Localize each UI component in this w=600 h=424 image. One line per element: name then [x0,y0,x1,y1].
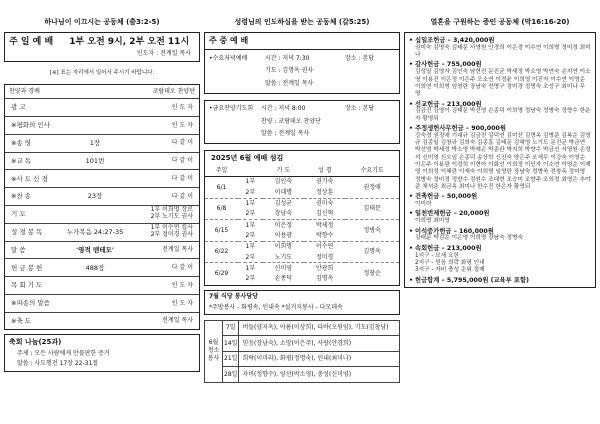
schedule-prayer: 이용광 [274,231,293,239]
order-item [5,241,199,259]
order-label: ※평화의 인사 [11,121,50,130]
schedule-part: 2부 [245,253,256,261]
cleaning-groups: 자비(정향수), 양선(박소영), 충성(신미영) [239,367,400,383]
column-title-3: 열혼을 구원하는 증인 공동체 (막16:16-20) [430,18,570,26]
offering-category-label: 이석증가헌금 – 160,000원 [415,227,494,235]
order-leader: 다 같 이 [171,174,193,182]
order-item [5,258,199,276]
offering-item [409,37,591,59]
schedule-prayer: 이희명 [263,241,304,252]
friday-worship-box [204,100,400,145]
offering-item [409,277,591,285]
wed-place: 장소 : 본당 [345,54,375,62]
offering-category-label: 속회헌금 – 213,000원 [415,244,482,252]
fri-place: 장소 : 본당 [345,105,375,112]
schedule-prayer: 김인숙 [274,178,293,186]
offering-category [409,245,591,253]
wed-time: 시간 : 저녁 7:30 [265,54,310,62]
schedule-date: 6/22 [205,241,238,263]
schedule-date: 6/29 [205,263,238,285]
order-label: 목 회 기 도 [11,281,43,290]
order-leader [129,225,199,239]
order-label: ※사 도 신 경 [11,174,48,183]
schedule-prayer: 이은정 [263,220,304,231]
fri-word: 말씀 : 전계일 목사 [261,130,310,137]
offering-names: 김태문 박김순 이은영 이희명 장남숙 정병숙 [415,235,523,242]
order-leader: 다 같 이 [171,157,193,165]
fellowship-theme: 주제 : 모든 사람에게 만물판한 증거 [17,350,110,358]
fellowship-box [4,334,200,372]
cleaning-day: 21일 [223,351,239,367]
schedule-wednesday: 정병숙 [345,220,399,242]
cleaning-lead-text: 봉사 [207,354,220,362]
offering-category-label: 일천번제헌금 – 20,000원 [415,210,490,218]
fri-time: 시간 : 저녁 8:00 [261,105,306,112]
cleaning-row [205,336,400,352]
bullet-icon: • [409,227,414,235]
schedule-part: 2부 [245,210,256,218]
fri-praise: 찬양 : 코람데오 찬양단 [261,117,321,125]
wed-prayer: 기도 : 김명옥 권사 [265,67,314,74]
order-label: ※축 도 [11,317,32,326]
order-content: 101번 [85,156,105,165]
order-leader-2: 2부 정미경 권사 [150,231,193,239]
schedule-prayer: 신미영 [263,263,304,274]
service-label: 주 일 예 배 [9,37,54,47]
schedule-bible: 김신혁 [315,210,334,218]
schedule-wednesday: 김명옥 [345,241,399,263]
schedule-title: 2025년 6월 예배 섬김 [211,154,284,162]
schedule-part: 1부 [238,241,263,252]
order-label: 헌 금 봉 헌 [11,263,43,272]
order-content: 23장 [87,192,103,201]
schedule-date: 6/8 [205,198,238,220]
schedule-prayer: 노기도 [274,253,293,261]
schedule-bible: 안광희 [304,263,345,274]
fri-row [207,103,397,116]
cleaning-lead-text: 6월 [208,339,219,347]
bullet-icon: • [409,61,414,69]
offering-category [409,125,591,133]
order-leader: 다 같 이 [171,192,193,200]
schedule-part: 1부 [238,198,263,209]
schedule-part: 2부 [245,231,256,239]
order-leader: 전계일 목사 [162,246,193,254]
schedule-header: 성 경 [304,166,345,177]
wed-row [207,52,397,65]
fellowship-title: 축회 나눔(25과) [9,338,62,347]
schedule-wednesday: 김태문 [345,198,399,220]
bullet-icon: • [409,193,414,201]
offering-names: 이희명 최미영 [415,218,450,225]
order-leader: 인 도 자 [171,281,193,289]
order-leader: 인 도 자 [171,121,193,129]
schedule-prayer: 손종덕 [274,275,293,283]
order-leader: 전계일 목사 [162,317,193,325]
schedule-box [204,150,400,286]
order-item [5,134,199,152]
schedule-prayer: 김성균 [263,198,304,209]
schedule-row [205,198,399,209]
wed-name: •수요저녁예배 [209,54,248,62]
bullet-icon: • [409,277,414,285]
cleaning-groups: 믿음(장남숙), 소망(이은주), 사랑(안경희) [239,336,400,352]
schedule-bible: 권기숙 [315,178,334,186]
offering-names: 권미숙 김명숙 김태문 서영원 안경희 이은경 이수연 이희명 정미경 최미나 [415,44,591,59]
order-item [5,98,199,116]
offering-item [409,193,591,208]
schedule-header: 수요기도 [345,166,399,177]
weekday-column [204,0,400,424]
order-item [5,223,199,241]
cleaning-lead-text: 청소 [207,347,220,355]
meal-title: 7월 식당 봉사담당 [209,292,258,300]
schedule-table [205,166,399,285]
schedule-bible: 박향수 [315,231,334,239]
order-leader-1: 1부 이희명 장로 [150,206,193,214]
worship-order-column [4,0,200,424]
schedule-wednesday: 정창순 [345,263,399,285]
order-item [5,152,199,170]
praise-label: 찬양과 경배 [9,87,40,95]
schedule-row [205,177,399,188]
schedule-row [205,220,399,231]
offering-names: 김성일 김영자 김인숙 남현진 문진균 박세정 박소영 박연숙 손지연 이소영 이용진 이은정 이은주 오소연 이정윤 이희영 이진자 이수연 이영순 이희연 이희명 임영란 장남숙 전명구 정미경 정명숙 조성구 최미나 무 명 [415,69,591,98]
cleaning-row [205,320,400,336]
order-label: 말 씀 [11,245,26,254]
order-label: ※송 영 [11,139,32,148]
weekday-worship-box [204,32,400,94]
cleaning-row [205,351,400,367]
schedule-header: 기 도 [263,166,304,177]
order-list [5,98,199,329]
bullet-icon: • [409,100,414,108]
cleaning-table [204,320,400,383]
offering-item [409,245,591,275]
sunday-service-header [5,33,199,50]
schedule-row [205,263,399,274]
order-leader-1: 1부 이수연 집사 [150,224,193,232]
schedule-date: 6/15 [205,220,238,242]
schedule-row [205,241,399,252]
offering-item [409,61,591,98]
offering-category-label: 건축헌금 – 50,000원 [415,193,478,201]
order-label: 기 도 [11,210,26,219]
cleaning-row [205,367,400,383]
order-leader: 인 도 자 [171,299,193,307]
schedule-part: 2부 [245,275,256,283]
cleaning-groups: 버들(양지옥), 아름(이상희), 다바(오원임), 기도(김창남) [239,320,400,336]
offering-names: 김금진 김영이 김태문 박선영 손종덕 이희명 정남숙 정병숙 정향수 한운자 황영되 [415,108,591,122]
offering-category-label: 십일조헌금 – 3,420,000원 [415,37,495,44]
order-label: ※찬 송 [11,192,32,201]
bullet-icon: • [409,124,414,132]
order-item [5,276,199,294]
offering-category-label: 주정생헌사무헌금 – 900,000원 [415,124,506,132]
offering-names: 강숙경 권정애 기대규 김금진 김덕연 김미선 김명옥 김병준 김복순 김영규 김종일 김창규 김희숙 김종흠 김태문 김혜영 노기도 문진균 박금연 박선영 박세정 박소영 박예곤 박준완 박지희 박향수 박금선 서영원 손정석 신미영 신오임 손종덕 송상학 신진숙 양은주 오세무 이강숙 이영순 이은주 이용광 이정희 이현아 이화선 이희정 이인자 이소연 이영순 이재영 이희정 이혜란 이재숙 이희명 임영란 장남숙 정병욱 전창옥 정미영 정병숙 정미경 정향수 정원수 조대현 조승미 조향주 조희정 최영은 추야준 채석준 최금옥 최미나 한수진 한은자 황영되 [415,132,591,190]
bullet-icon: • [409,210,414,218]
offering-category [409,193,591,201]
weekday-section-title: 주 중 예 배 [209,36,249,45]
wed-word: 말씀 : 전계일 목사 [265,79,314,87]
offering-names: 이미라 [415,201,432,208]
offering-box [404,32,596,288]
schedule-part: 1부 [238,220,263,231]
order-item [5,312,199,330]
offering-category-label: 선교헌금 – 213,000원 [415,100,482,108]
offering-column [404,0,596,424]
schedule-prayer: 장남숙 [274,210,293,218]
order-leader-2: 2부 노기도 권사 [150,213,193,221]
service-leader: 인도자 : 전계일 목사 [136,50,191,58]
order-item [5,116,199,134]
schedule-bible: 김명옥 [315,275,334,283]
order-leader: 인 도 자 [171,103,193,111]
offering-category [409,37,591,45]
order-content: 488장 [85,263,105,272]
cleaning-day: 7일 [223,320,239,336]
schedule-bible: 박세정 [304,220,345,231]
offering-category [409,277,591,285]
column-title-1: 하나님이 이끄시는 공동체 (출3:2-5) [44,18,160,26]
cleaning-groups: 희락(이미라), 화평(정명숙), 인내(최미나) [239,351,400,367]
schedule-header [238,166,263,177]
bullet-icon: • [409,37,414,44]
offering-names: 1지구 - 모세 요한 2지구 - 믿음 희락 화평 인내 3지구 - 자비 충성 순위 절제 [415,252,485,274]
offering-item [409,125,591,191]
offering-category-label: 감사헌금 – 755,000원 [415,61,482,69]
cleaning-day: 14일 [223,336,239,352]
praise-row [5,85,199,99]
order-leader: 다 같 이 [171,263,193,271]
offering-category-label: 헌금합계 – 5,795,000원 (교육부 포함) [415,277,529,285]
fri-name: •금요찬양기도회 [209,105,254,112]
fellowship-word: 말씀 : 사도행전 17장 22-31절 [17,359,99,367]
schedule-prayer: 이대명 [274,188,293,196]
order-leader [129,207,199,221]
offering-item [409,101,591,123]
meal-box [204,290,400,315]
order-content: '영적 맨테모' [76,245,114,254]
order-of-worship [4,84,200,331]
order-item [5,294,199,312]
order-label: 광 고 [11,103,26,112]
schedule-part: 1부 [238,263,263,274]
order-label: ※파송의 말씀 [11,299,50,308]
order-item [5,169,199,187]
order-content: 누가복음 24:27-35 [66,228,124,237]
schedule-wednesday: 권정애 [363,183,381,191]
schedule-bible: 권미숙 [304,198,345,209]
order-content: 1장 [89,139,101,148]
offering-item [409,228,591,243]
offering-item [409,210,591,225]
column-title-2: 성령님의 인도하심을 받는 공동체 (갈5:25) [234,18,370,26]
schedule-bible: 이수연 [304,241,345,252]
schedule-part: 1부 [245,178,256,186]
order-item [5,205,199,223]
sunday-service-box [4,32,200,62]
order-item [5,187,199,205]
schedule-header: 주일 [205,166,238,177]
order-label: 성 경 봉 독 [11,228,43,237]
service-time: 1부 오전 9시, 2부 오전 11시 [69,37,190,47]
schedule-bible: 정상훈 [315,188,334,196]
order-label: ※교 독 [11,156,32,165]
praise-team: 코람데오 찬양단 [152,87,195,95]
schedule-bible: 정미경 [315,253,334,261]
standing-note: [※] 표는 자리에서 일어서 주시기 바랍니다. [49,69,155,76]
order-leader: 다 같 이 [171,139,193,147]
meal-line: *주방봉사 - 화평속, 인내속 *설거지봉사 - 다모데속 [209,304,343,312]
cleaning-lead [205,320,223,382]
schedule-date: 6/1 [216,183,227,191]
bullet-icon: • [409,244,414,252]
schedule-part: 2부 [245,188,256,196]
cleaning-day: 28일 [223,367,239,383]
